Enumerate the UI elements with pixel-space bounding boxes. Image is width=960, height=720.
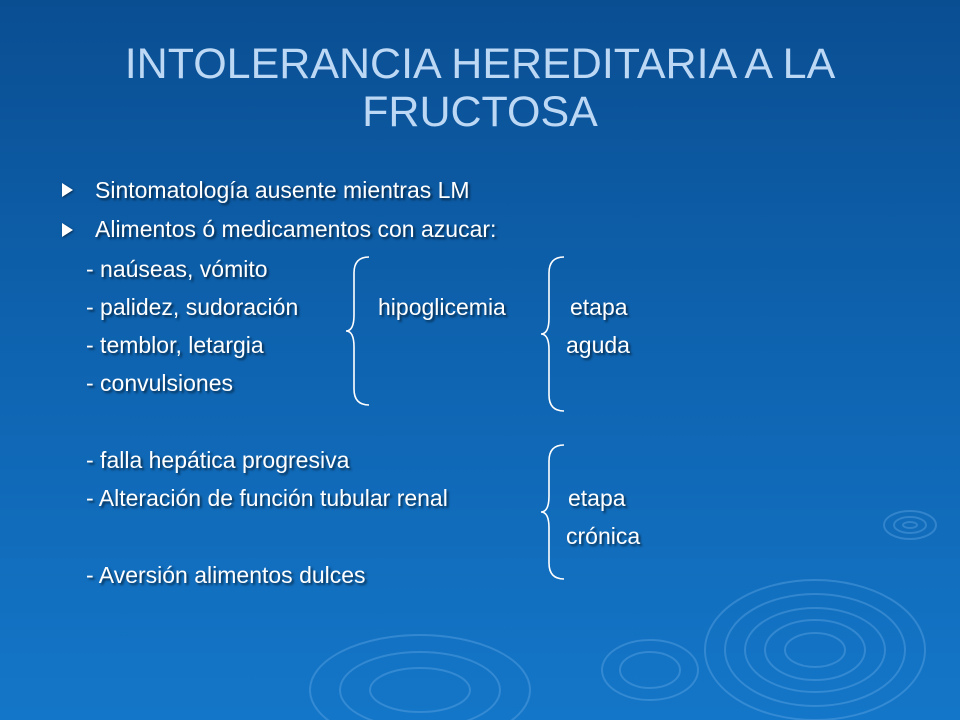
acute-stage-label: etapa [570,294,628,320]
hypoglycemia-label: hipoglicemia [378,294,506,320]
acute-symptom-item: - naúseas, vómito [86,256,268,282]
acute-stage-label: aguda [566,332,630,358]
arrowhead-bullet-icon [62,183,73,197]
arrowhead-bullet-icon [62,223,73,237]
curly-brace-icon [345,255,375,407]
bullet-item-alimentos: Alimentos ó medicamentos con azucar: [95,216,497,242]
acute-symptom-item: - temblor, letargia [86,332,264,358]
chronic-symptom-item: - falla hepática progresiva [86,447,350,473]
chronic-stage-label: etapa [568,485,626,511]
acute-symptom-item: - convulsiones [86,370,234,396]
bullet-item-sintomatologia: Sintomatología ausente mientras LM [95,177,470,203]
chronic-symptom-item: - Aversión alimentos dulces [86,562,366,588]
chronic-stage-label: crónica [566,523,641,549]
acute-symptom-item: - palidez, sudoración [86,294,299,320]
chronic-symptom-item: - Alteración de función tubular renal [86,485,448,511]
slide-title: INTOLERANCIA HEREDITARIA A LA FRUCTOSA [124,40,836,136]
curly-brace-icon [540,443,570,581]
